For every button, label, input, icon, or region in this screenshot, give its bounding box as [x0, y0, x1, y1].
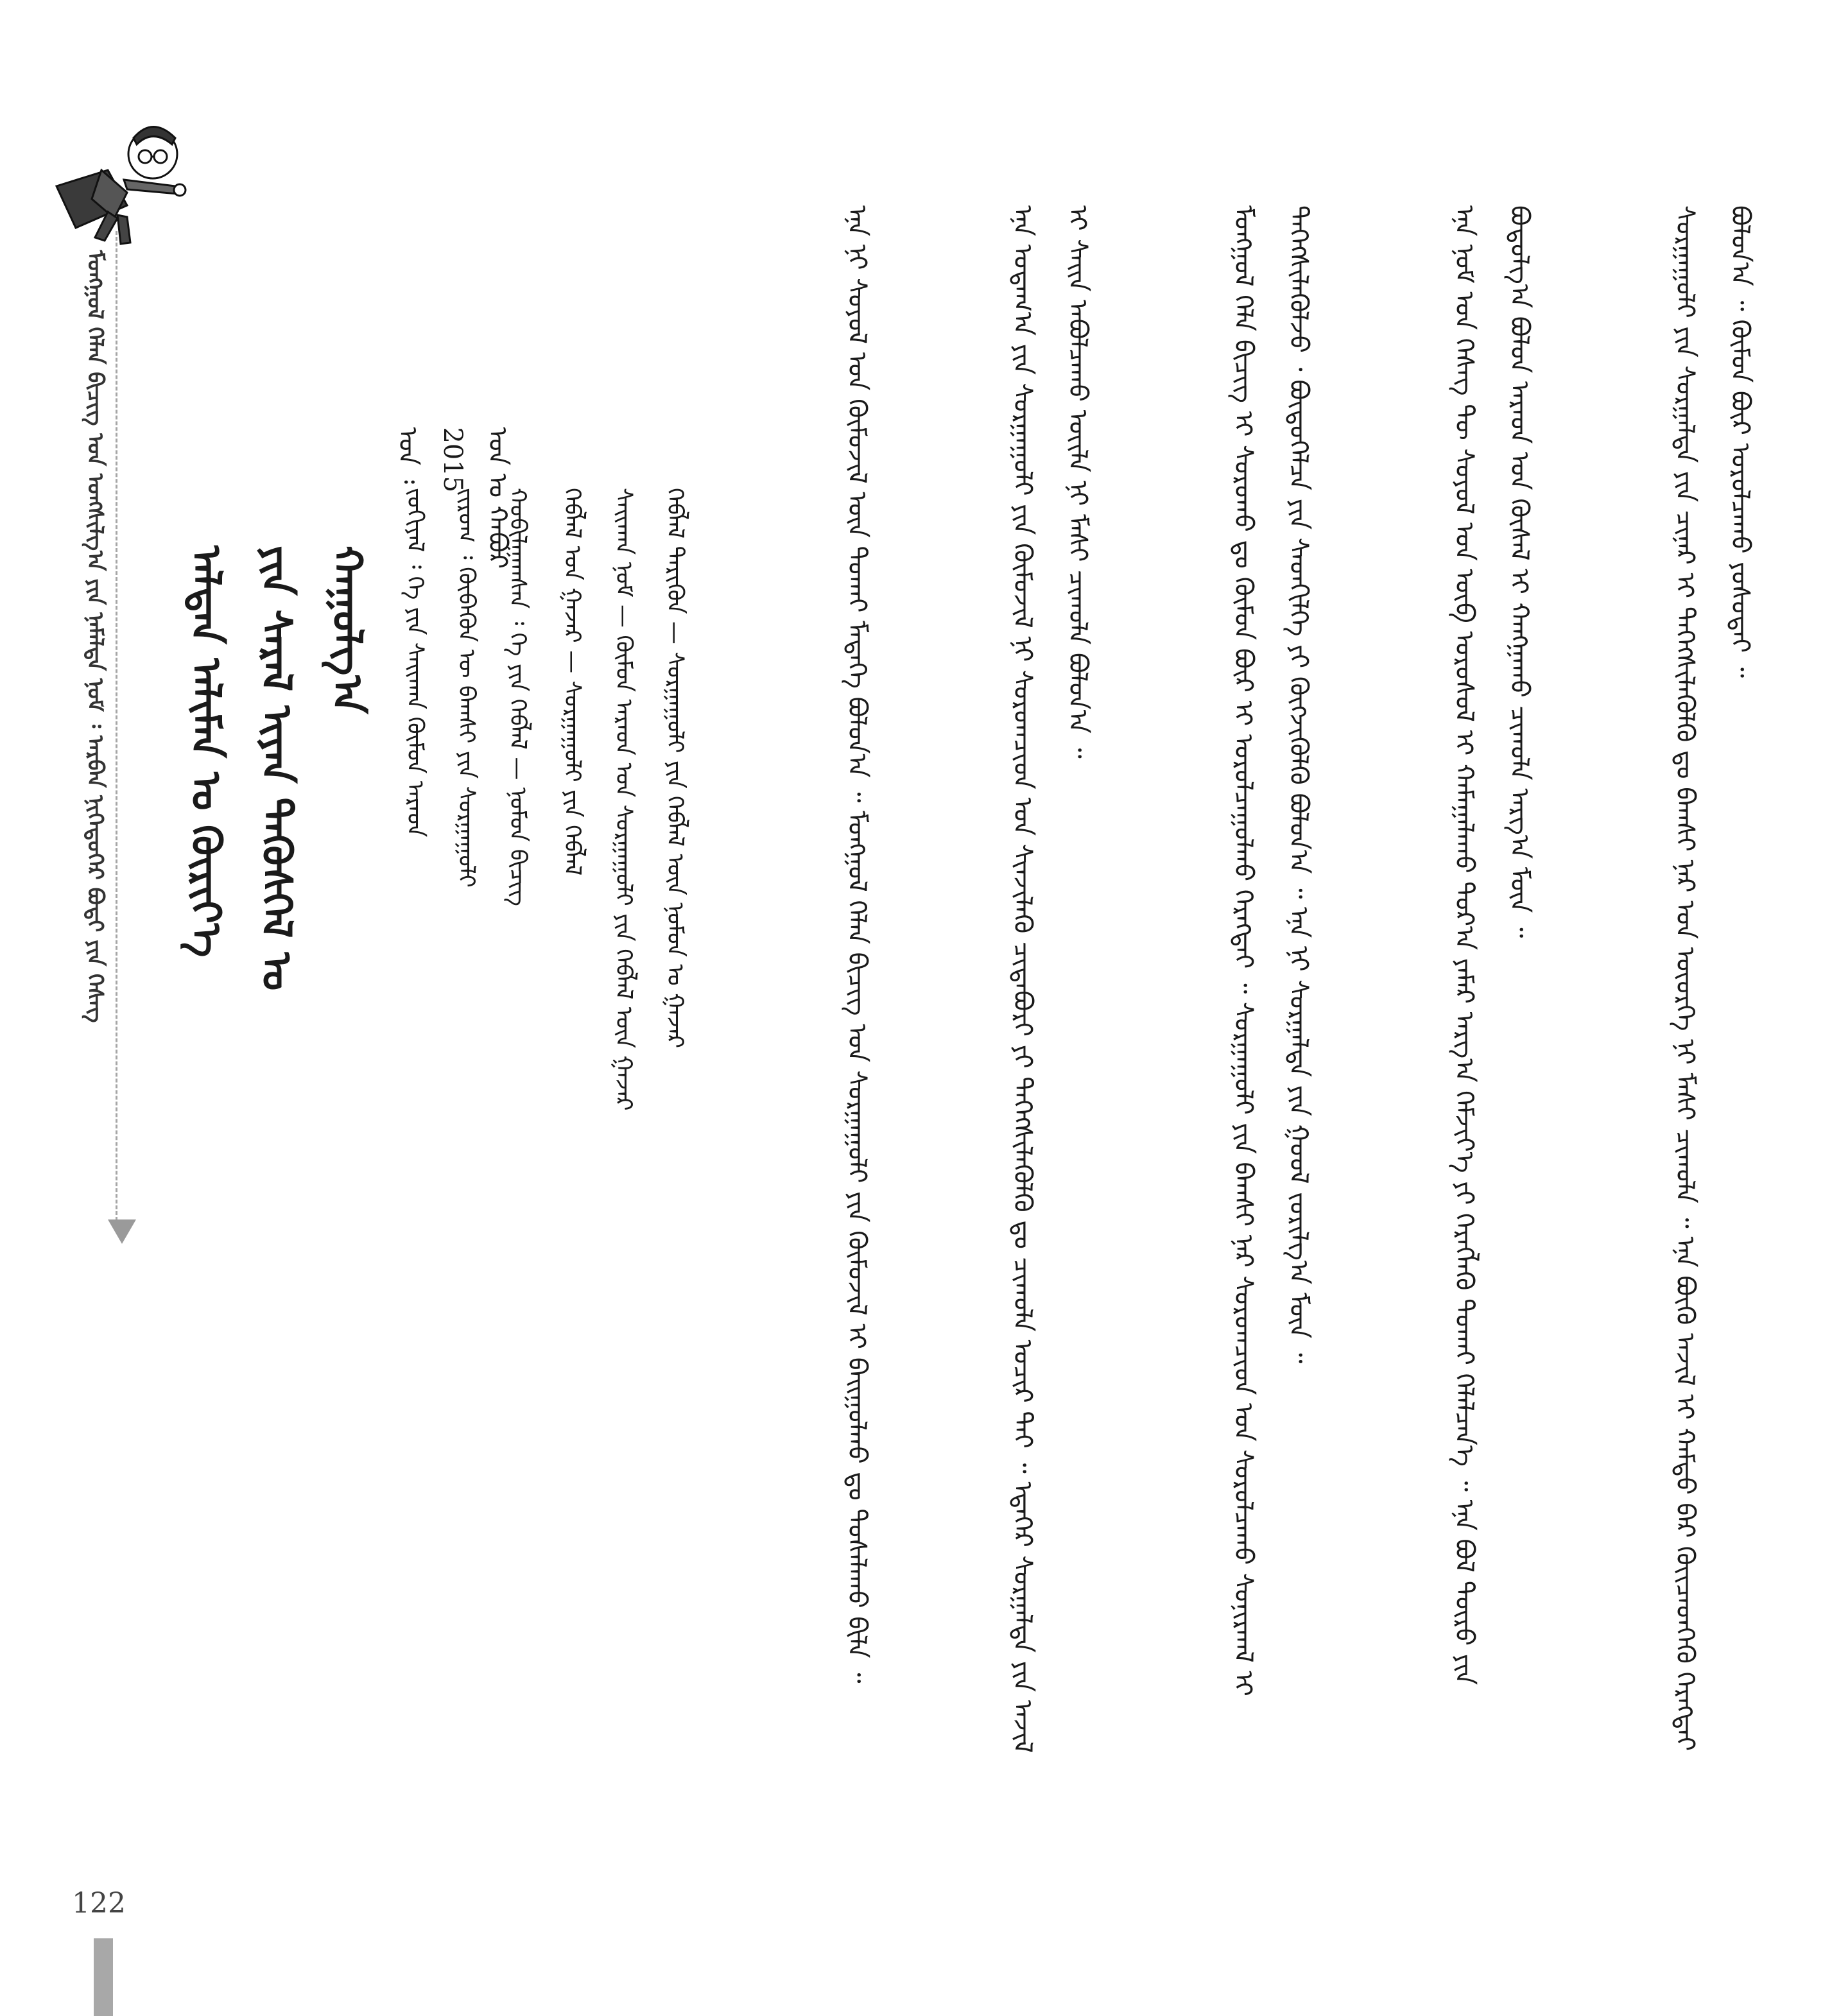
body-paragraph: ᠡᠨᠡ ᠨᠢ ᠰᠣᠶᠣᠯ ᠤᠨ ᠬᠦᠮᠦᠵᠢᠯ ᠦᠨ ᠲᠤᠬᠠᠢ ᠮᠡᠳᠡᠭᠡ ᠪᠣᠯᠤᠨ᠎ᠠ ᠃ ᠮᠣᠩᠭᠣᠯ ᠬᠡᠯᠡᠨ ᠪᠢᠴᠢᠭ ᠤᠨ ᠰᠤᠷᠭᠠᠭᠤᠯᠢ ᠶᠢᠨ ᠬᠦᠮᠦᠵᠢᠯ ᠢ ᠪᠠᠢᠭᠤᠯᠬᠤ ᠳᠤ ᠲᠤᠰᠠᠯᠠᠬᠤ ᠪᠢᠯᠡ ᠃ [842, 205, 872, 1684]
date-year: 2015 [438, 427, 467, 493]
body-paragraph: ᠡᠨᠡ ᠤᠳᠠᠭ᠎ᠠ ᠶᠢᠨ ᠰᠤᠷᠭᠠᠭᠤᠯᠢ ᠶᠢᠨ ᠬᠦᠮᠦᠵᠢᠯ ᠨᠢ ᠰᠤᠷᠤᠭᠴᠢᠳ ᠤᠨ ᠰᠢᠨᠵᠢᠯᠡᠬᠦ ᠴᠢᠳᠠᠪᠤᠷᠢ ᠶᠢ ᠳᠡᠭᠡᠭᠰᠢᠯᠡᠭᠦᠯᠬᠦ ᠳᠤ ᠴᠢᠬᠤᠯᠠ ᠤᠴᠢᠷ ᠲᠠᠢ ᠃ ᠡᠳᠡᠭᠡᠷ ᠰᠤᠷᠭᠠᠯᠲᠠ ᠶᠢᠨ ᠠᠵᠢᠯ ᠢ ᠰᠠᠢᠨ ᠠᠪᠤᠯᠴᠠᠬᠤ ᠦᠢᠯᠡ ᠨᠢ ᠮᠠᠰᠢ ᠴᠢᠬᠤᠯᠠ ᠪᠣᠯᠤᠨ᠎ᠠ ᠃ [1008, 205, 1093, 1762]
mascot-illustration [31, 109, 191, 257]
triangle-marker-icon [108, 1219, 136, 1244]
body-paragraph: ᠮᠣᠩᠭᠣᠯ ᠬᠡᠯᠡ ᠪᠢᠴᠢᠭ ᠢ ᠰᠤᠷᠤᠬᠤ ᠳᠤ ᠬᠦᠮᠦᠨ ᠪᠦᠷ ᠢ ᠣᠷᠤᠯᠴᠠᠭᠤᠯᠬᠤ ᠬᠡᠷᠡᠭᠲᠡᠢ ᠃ ᠰᠤᠷᠭᠠᠭᠤᠯᠢ ᠶᠢᠨ ᠪᠠᠭᠰᠢ ᠨᠠᠷ ᠰᠤᠷᠤᠭᠴᠢᠳ ᠤᠨ ᠰᠤᠷᠤᠯᠴᠠᠬᠤ ᠰᠣᠨᠢᠷᠬᠠᠯ ᠢ ᠳᠡᠭᠡᠭᠰᠢᠯᠡᠭᠦᠯᠵᠦ ᠂ ᠪᠦᠲᠦᠭᠡᠯᠴᠡ ᠶᠢᠨ ᠰᠡᠳᠬᠢᠯᠭᠡ ᠶᠢ ᠬᠦᠭᠵᠢᠭᠦᠯᠬᠦ ᠪᠣᠯᠤᠨ᠎ᠠ ᠃ ᠡᠨᠡ ᠨᠢ ᠰᠤᠷᠭᠠᠯᠲᠠ ᠶᠢᠨ ᠭᠣᠣᠯ ᠵᠣᠷᠢᠯᠭ᠎ᠠ ᠮᠥᠨ ᠃ [1229, 205, 1313, 1705]
body-paragraph: ᠡᠨᠡ ᠨᠣᠮ ᠤᠨ ᠬᠡᠰᠡᠭ ᠲᠦ ᠰᠣᠶᠣᠯ ᠤᠨ ᠦᠪ ᠤᠷᠤᠰᠤᠯ ᠢ ᠬᠠᠮᠠᠭᠠᠯᠠᠬᠤ ᠳᠤᠷ᠎ᠠ ᠶᠠᠮᠠᠷ ᠠᠷᠭ᠎ᠠ ᠬᠡᠮᠵᠢᠶ᠎ᠡ ᠶᠢ ᠬᠡᠷᠡᠭᠯᠡᠬᠦ ᠲᠤᠬᠠᠢ ᠬᠡᠯᠡᠯᠴᠡᠨ᠎ᠡ ᠃ ᠡᠨᠡ ᠪᠣᠯ ᠲᠥᠷᠥ ᠶᠢᠨ ᠪᠣᠳᠣᠯᠭ᠎ᠠ ᠪᠣᠯᠤᠨ ᠠᠷᠠᠳ ᠤᠨ ᠬᠦᠰᠡᠯ ᠢ ᠬᠠᠩᠭᠠᠬᠤ ᠴᠢᠬᠤᠯᠠ ᠠᠷᠭ᠎ᠠ ᠮᠥᠨ ᠃ [1449, 205, 1534, 1693]
body-paragraph: ᠰᠤᠷᠭᠠᠭᠤᠯᠢ ᠶᠢᠨ ᠰᠤᠷᠭᠠᠯᠲᠠ ᠶᠢᠨ ᠴᠢᠨᠠᠷ ᠢ ᠳᠡᠭᠡᠭᠰᠢᠯᠡᠭᠦᠯᠬᠦ ᠳᠤ ᠪᠠᠭᠰᠢ ᠨᠠᠷ ᠤᠨ ᠦᠦᠷᠭᠡ ᠨᠢ ᠮᠠᠰᠢ ᠴᠢᠬᠤᠯᠠ ᠃ ᠡᠨᠡ ᠪᠦᠬᠦ ᠠᠵᠢᠯ ᠢ ᠬᠠᠮᠲᠤ ᠪᠡᠷ ᠭᠦᠢᠴᠡᠳᠬᠡᠬᠦ ᠬᠡᠷᠡᠭᠲᠡᠢ ᠪᠣᠯᠤᠨ᠎ᠠ ᠃ ᠬᠦᠮᠦᠨ ᠪᠦᠷ ᠣᠷᠤᠯᠴᠠᠬᠤ ᠶᠣᠰᠣᠲᠠᠢ ᠃ [1670, 205, 1755, 1759]
header-dashed-line [116, 231, 117, 1232]
page-edge-tab [94, 1938, 113, 2016]
date-prefix: ᠣᠨ ᠄ [393, 427, 422, 484]
credit-line: ᠬᠡᠪᠯᠡᠯ ᠤᠨ ᠭᠠᠵᠠᠷ — ᠰᠤᠷᠭᠠᠭᠤᠯᠢ ᠶᠢᠨ ᠬᠡᠪᠯᠡᠯ [559, 488, 585, 876]
body-text [719, 205, 1755, 1778]
credit-line: ᠬᠡᠪᠯᠡᠯ ᠲᠡᠷᠢᠭᠦᠨ — ᠰᠤᠷᠭᠠᠭᠤᠯᠢ ᠶᠢᠨ ᠬᠡᠪᠯᠡᠯ ᠦᠨ ᠨᠤᠮᠤᠨ ᠤ ᠭᠠᠵᠠᠷ [662, 488, 688, 1049]
credit-line: ᠵᠣᠬᠢᠶᠠᠯ ᠄ ᠬᠡ ᠶᠢᠨ ᠰᠠᠢᠬᠠᠨ ᠬᠦᠮᠦᠨ ᠠᠷᠠᠳ [402, 488, 428, 838]
page-title: ᠠᠯᠲᠠᠨ ᠠᠯᠢᠮᠠᠨ ᠤ ᠬᠦᠷᠢᠶ᠎ᠡ ᠶᠢᠨ ᠰᠠᠷᠠᠯ ᠢᠶᠠᠨ ᠲᠡᠭᠦᠰᠬᠡᠯ ᠤ ᠬᠠᠭᠤᠯᠭ᠎ᠠ [182, 546, 370, 1005]
credit-line: ᠬᠤᠪᠢᠯᠭᠠᠭᠰᠠᠨ ᠄ ᠬᠡ ᠶᠢᠨ ᠬᠡᠪᠯᠡᠯ — ᠨᠤᠮᠤᠨ ᠪᠢᠴᠢᠭ [505, 488, 531, 906]
date-suffix: ᠣᠨ ᠤ ᠬᠠᠪᠤᠷ [483, 427, 512, 569]
page-number: 122 [72, 1887, 126, 1920]
credit-line: ᠰᠠᠢᠬᠠᠨ ᠨᠤᠮ — ᠬᠦᠮᠦᠨ ᠠᠷᠠᠳ ᠤᠨ ᠰᠤᠷᠭᠠᠭᠤᠯᠢ ᠶᠢᠨ ᠬᠡᠪᠯᠡᠯ ᠦᠨ ᠭᠠᠵᠠᠷ [610, 488, 637, 1111]
credit-line: ᠵᠢᠷᠤᠭ ᠄ ᠬᠦᠪᠡᠭᠦᠨ ᠦ ᠪᠠᠭᠰᠢ ᠶᠢᠨ ᠰᠤᠷᠭᠠᠭᠤᠯᠢ [453, 488, 480, 888]
running-header-text: ᠮᠣᠩᠭᠣᠯ ᠬᠡᠯᠡᠨ ᠪᠢᠴᠢᠭ᠌ ᠤᠨ ᠤᠩᠰᠢᠯᠭ᠎ᠠ ᠶᠢᠨ ᠨᠡᠮᠡᠯᠲᠡ ᠨᠣᠮ ᠄ ᠠᠷᠪᠠᠨ ᠨᠢᠭᠡᠳᠦᠭᠡᠷ ᠪᠣᠳᠢ ᠶᠢᠨ ᠬᠡᠰᠡᠭ [82, 250, 108, 1023]
running-header [76, 250, 114, 1213]
